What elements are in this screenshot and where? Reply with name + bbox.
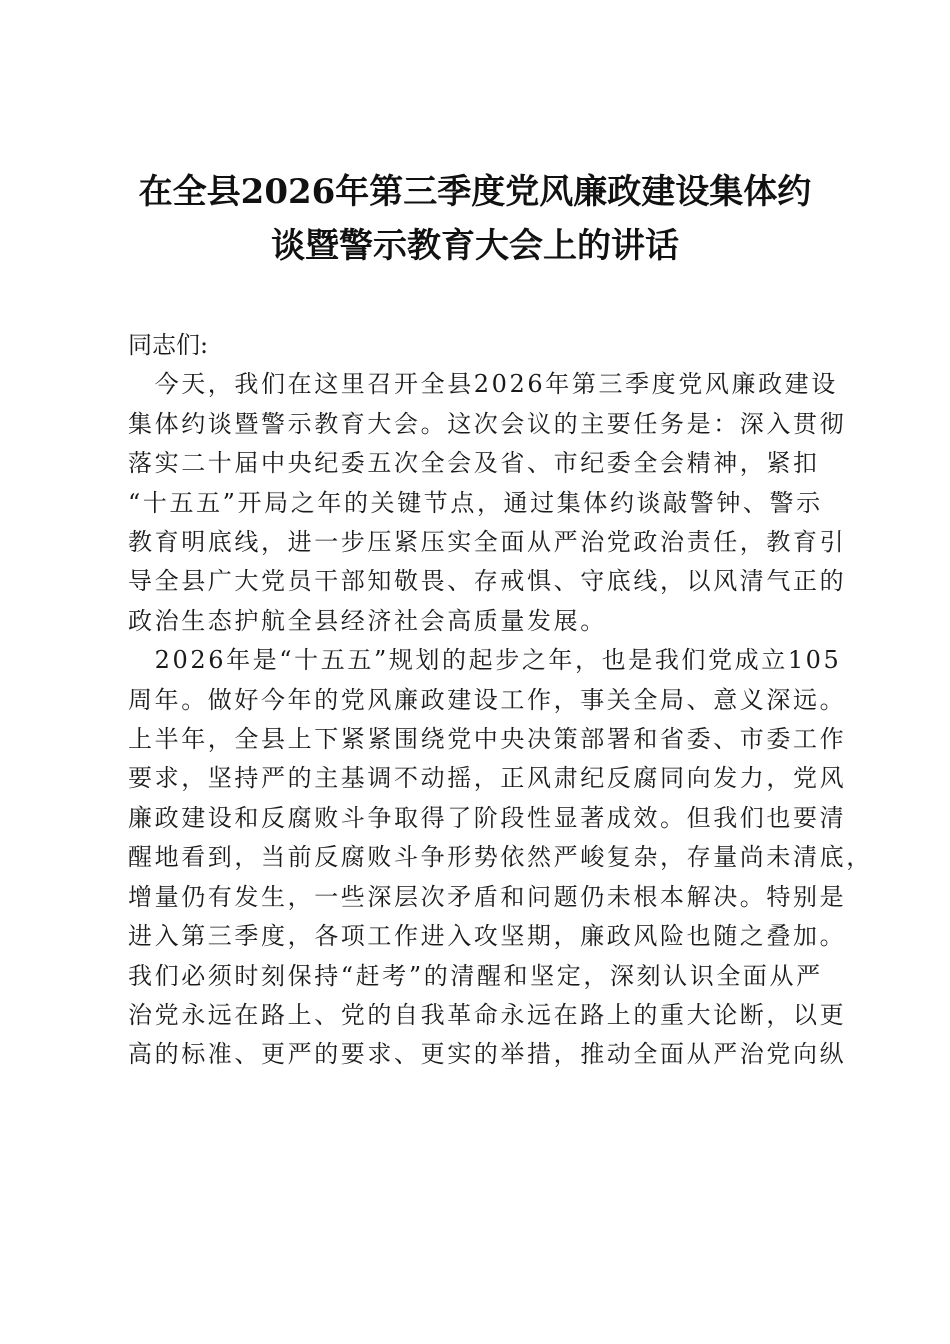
paragraph-1 bbox=[128, 365, 847, 641]
paragraph-line: 2026年是“十五五”规划的起步之年，也是我们党成立105 bbox=[128, 646, 842, 675]
paragraph-line: 高的标准、更严的要求、更实的举措，推动全面从严治党向纵 bbox=[128, 1040, 847, 1069]
paragraph-line: 廉政建设和反腐败斗争取得了阶段性显著成效。但我们也要清 bbox=[128, 803, 847, 832]
paragraph-line: 醒地看到，当前反腐败斗争形势依然严峻复杂，存量尚未清底， bbox=[128, 843, 873, 872]
paragraph-line: 教育明底线，进一步压紧压实全面从严治党政治责任，教育引 bbox=[128, 528, 847, 557]
paragraph-line: 今天，我们在这里召开全县2026年第三季度党风廉政建设 bbox=[128, 370, 838, 399]
paragraph-line: 上半年，全县上下紧紧围绕党中央决策部署和省委、市委工作 bbox=[128, 725, 847, 754]
paragraph-line: “十五五”开局之年的关键节点，通过集体约谈敲警钟、警示 bbox=[128, 488, 823, 517]
paragraph-2 bbox=[128, 641, 873, 1074]
paragraph-line: 周年。做好今年的党风廉政建设工作，事关全局、意义深远。 bbox=[128, 685, 847, 714]
paragraph-line: 增量仍有发生，一些深层次矛盾和问题仍未根本解决。特别是 bbox=[128, 882, 847, 911]
title-line-1: 在全县2026年第三季度党风廉政建设集体约 bbox=[138, 172, 812, 212]
document-title bbox=[120, 165, 830, 273]
paragraph-line: 治党永远在路上、党的自我革命永远在路上的重大论断，以更 bbox=[128, 1000, 847, 1029]
paragraph-line: 集体约谈暨警示教育大会。这次会议的主要任务是：深入贯彻 bbox=[128, 409, 847, 438]
paragraph-line: 进入第三季度，各项工作进入攻坚期，廉政风险也随之叠加。 bbox=[128, 922, 847, 951]
paragraph-line: 导全县广大党员干部知敬畏、存戒惧、守底线，以风清气正的 bbox=[128, 567, 847, 596]
paragraph-line: 落实二十届中央纪委五次全会及省、市纪委全会精神，紧扣 bbox=[128, 449, 820, 478]
paragraph-line: 要求，坚持严的主基调不动摇，正风肃纪反腐同向发力，党风 bbox=[128, 764, 847, 793]
salutation: 同志们: bbox=[128, 331, 209, 359]
paragraph-line: 我们必须时刻保持“赶考”的清醒和坚定，深刻认识全面从严 bbox=[128, 961, 823, 990]
document-body bbox=[128, 326, 873, 1075]
paragraph-line: 政治生态护航全县经济社会高质量发展。 bbox=[128, 606, 607, 635]
title-line-2: 谈暨警示教育大会上的讲话 bbox=[271, 226, 679, 266]
